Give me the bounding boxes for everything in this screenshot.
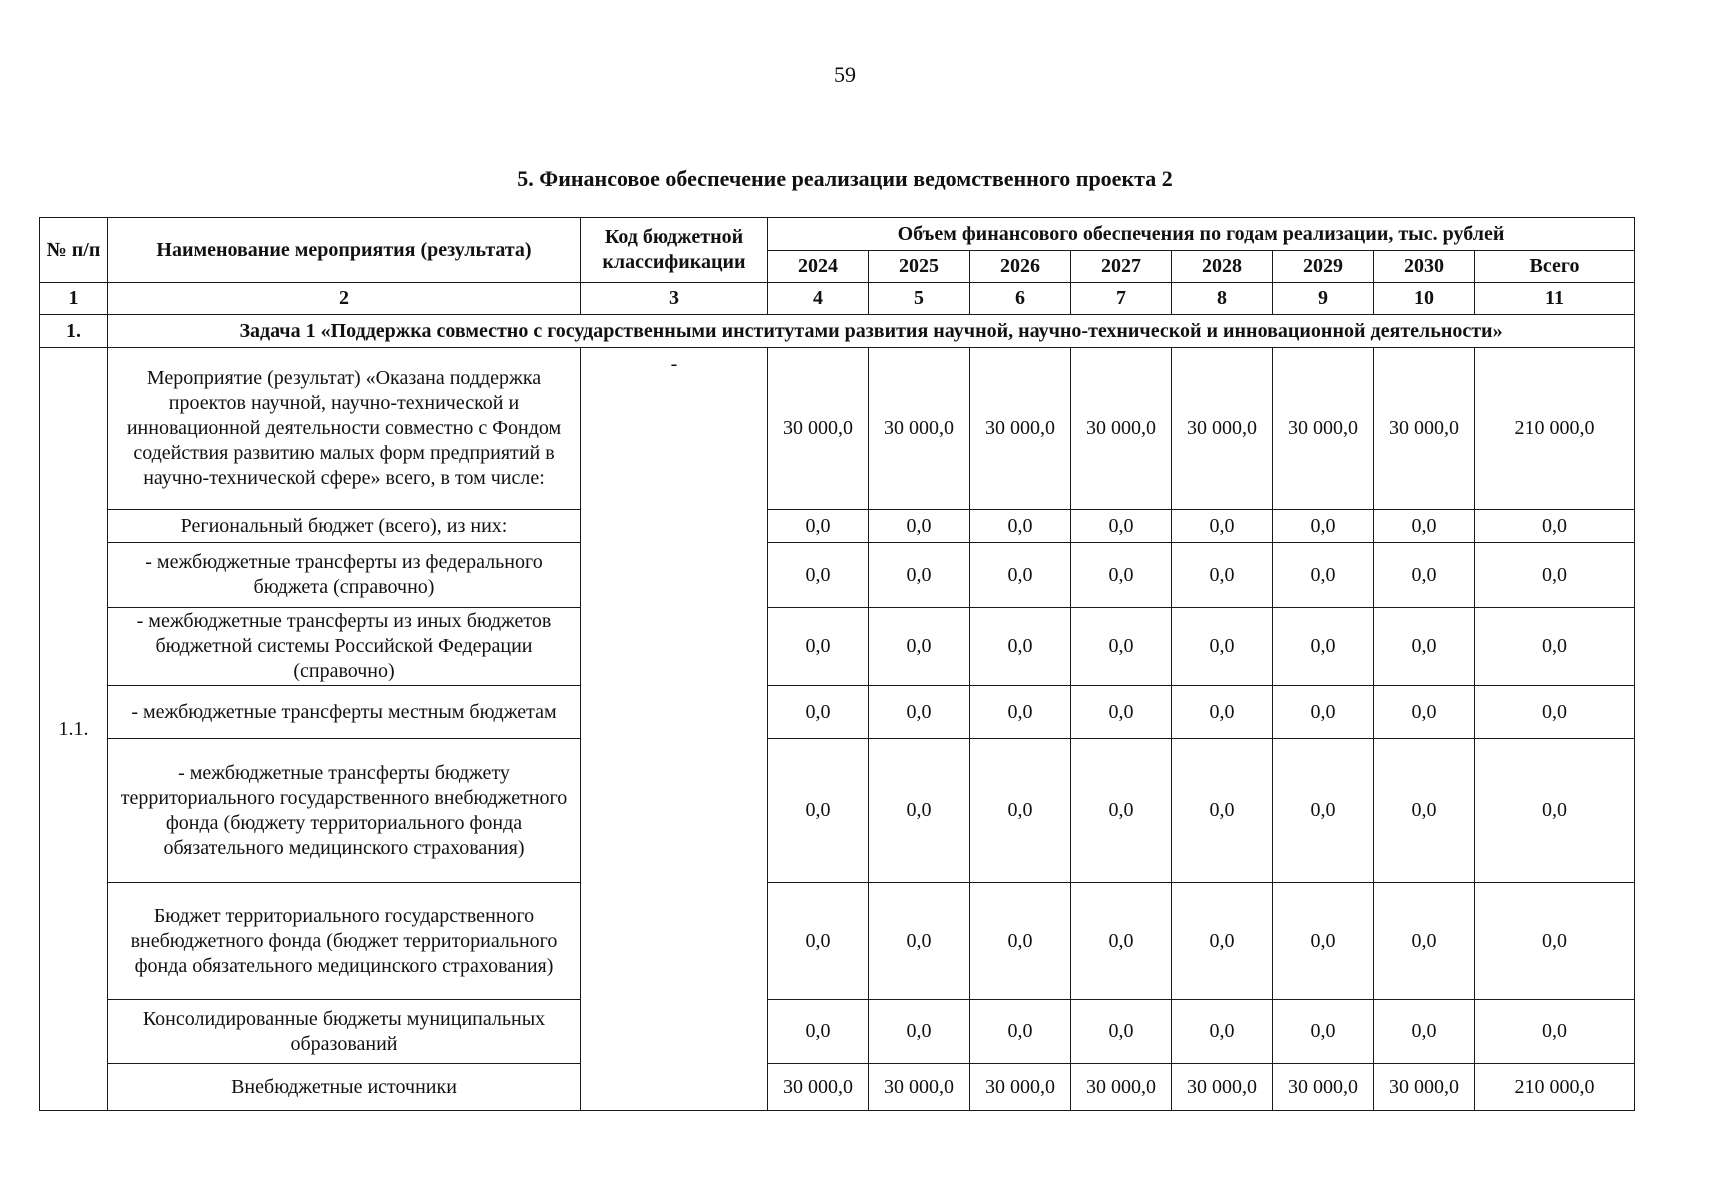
- cell-value: 0,0: [1273, 686, 1374, 739]
- section-title: 5. Финансовое обеспечение реализации ведомственного проекта 2: [517, 166, 1173, 191]
- cell-value: 0,0: [1172, 510, 1273, 543]
- cell-value: 0,0: [970, 739, 1071, 883]
- cell-value: 0,0: [1172, 543, 1273, 608]
- cell-value: 0,0: [1374, 686, 1475, 739]
- cell-value: 0,0: [768, 1000, 869, 1064]
- row-name: Консолидированные бюджеты муниципальных образований: [108, 1000, 581, 1064]
- cell-value: 0,0: [1273, 543, 1374, 608]
- cell-value: 30 000,0: [1374, 1064, 1475, 1111]
- cell-value: 0,0: [1071, 686, 1172, 739]
- cell-value: 0,0: [1273, 883, 1374, 1000]
- cell-value: 0,0: [970, 883, 1071, 1000]
- page-number: 59: [834, 62, 856, 87]
- cell-value: 0,0: [1374, 1000, 1475, 1064]
- cell-value: 0,0: [1475, 686, 1635, 739]
- cell-value: 30 000,0: [970, 348, 1071, 510]
- header-year: 2025: [869, 251, 970, 283]
- task-number: 1.: [40, 315, 108, 348]
- cell-value: 0,0: [768, 739, 869, 883]
- column-number: 3: [581, 283, 768, 315]
- cell-value: 0,0: [970, 686, 1071, 739]
- table-row: [40, 883, 1635, 1000]
- cell-value: 30 000,0: [1071, 348, 1172, 510]
- column-number: 4: [768, 283, 869, 315]
- financing-table: [39, 217, 1635, 1111]
- cell-value: 0,0: [869, 739, 970, 883]
- cell-value: 0,0: [869, 608, 970, 686]
- cell-value: 0,0: [768, 510, 869, 543]
- cell-value: 30 000,0: [768, 1064, 869, 1111]
- table-row: [40, 348, 1635, 510]
- row-name: Мероприятие (результат) «Оказана поддержка проектов научной, научно-технической и инновационной деятельности совместно с Фондом содействия развитию малых форм предприятий в научно-технической сфере» всего, в том числе:: [108, 348, 581, 510]
- cell-value: 0,0: [1071, 608, 1172, 686]
- cell-value: 210 000,0: [1475, 348, 1635, 510]
- cell-value: 0,0: [1475, 883, 1635, 1000]
- cell-value: 0,0: [1071, 739, 1172, 883]
- row-name: - межбюджетные трансферты местным бюджетам: [108, 686, 581, 739]
- cell-value: 0,0: [869, 1000, 970, 1064]
- cell-value: 0,0: [768, 686, 869, 739]
- header-year: 2029: [1273, 251, 1374, 283]
- column-number-row: [40, 283, 1635, 315]
- column-number: 5: [869, 283, 970, 315]
- cell-value: 0,0: [1172, 686, 1273, 739]
- header-year: 2028: [1172, 251, 1273, 283]
- item-number: 1.1.: [40, 348, 108, 1111]
- cell-value: 0,0: [1273, 510, 1374, 543]
- cell-value: 0,0: [1475, 543, 1635, 608]
- cell-value: 0,0: [1374, 510, 1475, 543]
- cell-value: 0,0: [1071, 1000, 1172, 1064]
- cell-value: 0,0: [869, 543, 970, 608]
- row-name: - межбюджетные трансферты из иных бюджетов бюджетной системы Российской Федерации (справочно): [108, 608, 581, 686]
- cell-value: 0,0: [1273, 1000, 1374, 1064]
- cell-value: 0,0: [1071, 543, 1172, 608]
- budget-code: -: [581, 348, 768, 1111]
- cell-value: 0,0: [1374, 739, 1475, 883]
- cell-value: 0,0: [1172, 1000, 1273, 1064]
- cell-value: 0,0: [1374, 883, 1475, 1000]
- cell-value: 30 000,0: [869, 348, 970, 510]
- cell-value: 0,0: [1172, 739, 1273, 883]
- cell-value: 0,0: [768, 608, 869, 686]
- task-row: [40, 315, 1635, 348]
- table-row: [40, 686, 1635, 739]
- header-num: № п/п: [40, 218, 108, 283]
- column-number: 9: [1273, 283, 1374, 315]
- cell-value: 0,0: [768, 883, 869, 1000]
- cell-value: 0,0: [1475, 1000, 1635, 1064]
- cell-value: 0,0: [1071, 883, 1172, 1000]
- cell-value: 0,0: [869, 686, 970, 739]
- cell-value: 30 000,0: [970, 1064, 1071, 1111]
- cell-value: 0,0: [970, 1000, 1071, 1064]
- cell-value: 30 000,0: [1172, 1064, 1273, 1111]
- header-name: Наименование мероприятия (результата): [108, 218, 581, 283]
- row-name: Региональный бюджет (всего), из них:: [108, 510, 581, 543]
- cell-value: 0,0: [1273, 739, 1374, 883]
- cell-value: 0,0: [1374, 608, 1475, 686]
- cell-value: 0,0: [1475, 739, 1635, 883]
- header-year: 2027: [1071, 251, 1172, 283]
- cell-value: 0,0: [1172, 883, 1273, 1000]
- cell-value: 30 000,0: [768, 348, 869, 510]
- header-volume: Объем финансового обеспечения по годам реализации, тыс. рублей: [768, 218, 1635, 251]
- table-row: [40, 739, 1635, 883]
- cell-value: 30 000,0: [1273, 348, 1374, 510]
- header-year: 2024: [768, 251, 869, 283]
- task-name: Задача 1 «Поддержка совместно с государственными институтами развития научной, научно-технической и инновационной деятельности»: [108, 315, 1635, 348]
- cell-value: 0,0: [869, 883, 970, 1000]
- table-row: [40, 1064, 1635, 1111]
- header-year: 2026: [970, 251, 1071, 283]
- row-name: Внебюджетные источники: [108, 1064, 581, 1111]
- cell-value: 0,0: [869, 510, 970, 543]
- table-row: [40, 510, 1635, 543]
- row-name: - межбюджетные трансферты бюджету территориального государственного внебюджетного фонда (бюджету территориального фонда обязательного медицинского страхования): [108, 739, 581, 883]
- cell-value: 30 000,0: [1172, 348, 1273, 510]
- cell-value: 0,0: [1172, 608, 1273, 686]
- cell-value: 0,0: [970, 510, 1071, 543]
- row-name: - межбюджетные трансферты из федерального бюджета (справочно): [108, 543, 581, 608]
- cell-value: 210 000,0: [1475, 1064, 1635, 1111]
- cell-value: 0,0: [1475, 510, 1635, 543]
- header-code: Код бюджетной классификации: [581, 218, 768, 283]
- cell-value: 0,0: [1475, 608, 1635, 686]
- table-row: [40, 1000, 1635, 1064]
- cell-value: 0,0: [970, 543, 1071, 608]
- header-row: [40, 218, 1635, 251]
- column-number: 8: [1172, 283, 1273, 315]
- cell-value: 0,0: [1071, 510, 1172, 543]
- column-number: 1: [40, 283, 108, 315]
- header-year: 2030: [1374, 251, 1475, 283]
- column-number: 11: [1475, 283, 1635, 315]
- cell-value: 0,0: [1374, 543, 1475, 608]
- cell-value: 0,0: [1273, 608, 1374, 686]
- cell-value: 30 000,0: [1273, 1064, 1374, 1111]
- cell-value: 30 000,0: [1071, 1064, 1172, 1111]
- cell-value: 0,0: [970, 608, 1071, 686]
- cell-value: 30 000,0: [869, 1064, 970, 1111]
- column-number: 2: [108, 283, 581, 315]
- cell-value: 30 000,0: [1374, 348, 1475, 510]
- column-number: 7: [1071, 283, 1172, 315]
- header-total: Всего: [1475, 251, 1635, 283]
- row-name: Бюджет территориального государственного внебюджетного фонда (бюджет территориального фонда обязательного медицинского страхования): [108, 883, 581, 1000]
- column-number: 10: [1374, 283, 1475, 315]
- table-row: [40, 543, 1635, 608]
- table-row: [40, 608, 1635, 686]
- column-number: 6: [970, 283, 1071, 315]
- cell-value: 0,0: [768, 543, 869, 608]
